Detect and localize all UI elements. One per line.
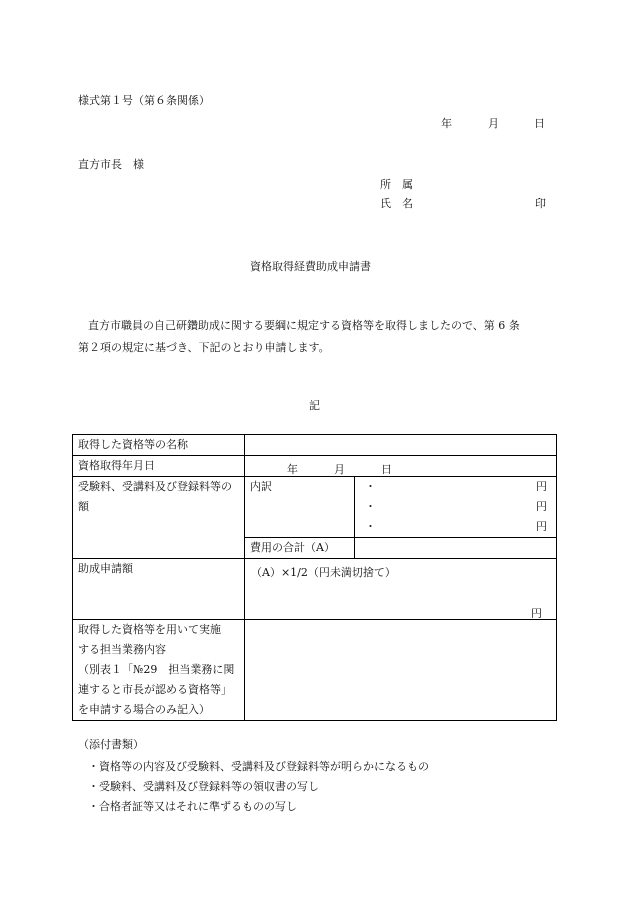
bullet: ・ [365,480,376,493]
acquisition-date-label: 資格取得年月日 [73,456,245,477]
date-month-label: 月 [488,117,499,130]
attachment-item: ・資格等の内容及び受験料、受講料及び登録料等が明らかになるもの [88,760,429,773]
acquisition-date-field[interactable] [245,456,557,477]
date-year-label: 年 [441,117,452,130]
breakdown-label: 内訳 [245,477,355,538]
duties-label [73,620,245,721]
subsidy-yen: 円 [531,607,542,620]
yen-unit: 円 [536,500,547,513]
row-duties [73,620,557,721]
seal-label: 印 [535,197,546,210]
duties-label-line2: する担当業務内容 [78,643,166,656]
bullet: ・ [365,520,376,533]
row-fees [73,477,557,538]
body-text-line2: 第２項の規定に基づき、下記のとおり申請します。 [78,341,330,354]
breakdown-item [360,517,551,537]
addressee: 直方市長 様 [78,158,144,171]
qualification-name-field[interactable] [245,435,557,456]
attachments-heading: （添付書類） [78,738,144,751]
form-number: 様式第１号（第６条関係） [78,94,210,107]
fees-label-line1: 受験料、受講料及び登録料等の [78,480,232,493]
fees-label [73,477,245,559]
attachment-item: ・受験料、受講料及び登録料等の領収書の写し [88,780,319,793]
breakdown-item [360,477,551,497]
duties-label-line1: 取得した資格等を用いて実施 [78,623,221,636]
acq-year: 年 [287,463,298,476]
subsidy-formula: （A）×1/2（円未満切捨て） [251,566,396,579]
subsidy-field[interactable] [245,559,557,620]
attachment-item: ・合格者証等又はそれに準ずるものの写し [88,800,297,813]
bullet: ・ [365,500,376,513]
duties-label-line4: 連すると市長が認める資格等」 [78,683,232,696]
qualification-name-label: 取得した資格等の名称 [73,435,245,456]
yen-unit: 円 [536,520,547,533]
breakdown-item [360,497,551,517]
date-day-label: 日 [534,117,545,130]
row-subsidy [73,559,557,620]
document-title: 資格取得経費助成申請書 [250,260,371,273]
body-text-line1: 直方市職員の自己研鑽助成に関する要綱に規定する資格等を取得しましたので、第 6 条 [88,319,520,332]
total-field[interactable] [355,538,557,559]
acq-month: 月 [334,463,345,476]
duties-label-line3: （別表１「№29 担当業務に関 [78,663,235,676]
duties-label-line5: を申請する場合のみ記入） [78,703,210,716]
row-acquisition-date [73,456,557,477]
acq-day: 日 [381,463,392,476]
yen-unit: 円 [536,480,547,493]
subsidy-label: 助成申請額 [73,559,245,620]
duties-field[interactable] [245,620,557,721]
affiliation-label: 所 属 [380,178,413,191]
breakdown-items[interactable] [355,477,557,538]
name-label: 氏 名 [380,197,413,210]
row-qualification-name [73,435,557,456]
application-table [72,434,557,721]
ki-heading: 記 [309,399,320,412]
total-label: 費用の合計（A） [245,538,355,559]
fees-label-line2: 額 [78,500,89,513]
